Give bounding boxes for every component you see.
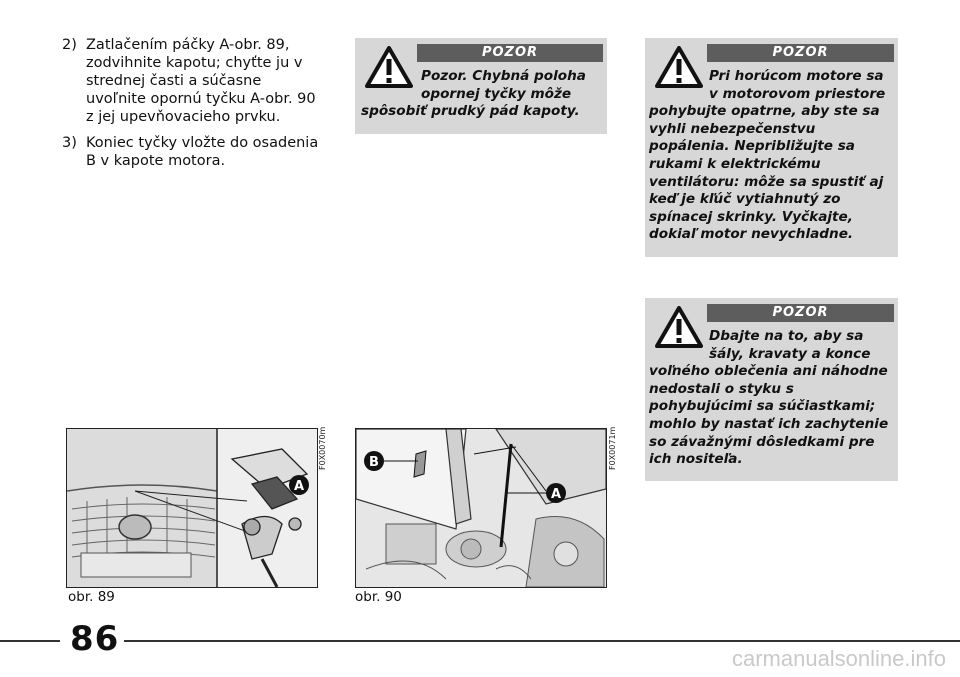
warning-box-2	[645, 38, 898, 257]
figure-code: F0X0070m	[318, 426, 327, 470]
warning-box-3	[645, 298, 898, 481]
step-number: 3)	[62, 135, 77, 151]
step-text: Zatlačením páčky A-obr. 89, zodvihnite kapotu; chyťte ju v strednej časti a súčasne uvoľnite opornú tyčku A-obr. 90 z jej upevňovacieho prvku.	[86, 37, 316, 125]
warning-label: POZOR	[707, 304, 894, 322]
warning-lead: Pri horúcom motore sa v motorovom priestore	[709, 68, 886, 102]
figure-code: F0X0071m	[608, 426, 617, 470]
figure-90	[355, 428, 607, 588]
warning-rest: spôsobiť prudký pád kapoty.	[361, 103, 580, 120]
figure-caption: obr. 89	[68, 589, 115, 605]
callout-a: A	[293, 479, 305, 494]
figure-caption: obr. 90	[355, 589, 402, 605]
callout-b: B	[369, 455, 379, 470]
figure-89	[66, 428, 318, 588]
warning-lead: Pozor. Chybná poloha opornej tyčky môže	[421, 68, 586, 102]
warning-lead: Dbajte na to, aby sa šály, kravaty a konce	[709, 328, 871, 362]
warning-label: POZOR	[417, 44, 603, 62]
step-number: 2)	[62, 37, 77, 53]
step-2	[62, 36, 322, 126]
step-text: Koniec tyčky vložte do osadenia B v kapote motora.	[86, 135, 319, 169]
warning-rest: pohybujte opatrne, aby ste sa vyhli nebezpečenstvu popálenia. Nepribližujte sa rukami k elektrickému ventilátoru: môže sa spustiť aj keď je kľúč vytiahnutý zo spínacej skrinky. Vyčkajte, dokiaľ motor nevychladne.	[649, 103, 884, 243]
page-number: 86	[70, 619, 120, 659]
hood-lever-illustration	[67, 429, 317, 587]
callout-a: A	[550, 487, 562, 502]
step-3	[62, 134, 322, 170]
warning-box-1	[355, 38, 607, 134]
warning-rest: voľného oblečenia ani náhodne nedostali o styku s pohybujúcimi sa súčiastkami; mohlo by nastať ich zachytenie so závažnými dôsledkami pre ich nositeľa.	[649, 363, 889, 468]
hood-support-rod-illustration	[356, 429, 606, 587]
footer-rule-left	[0, 640, 60, 642]
warning-text	[649, 68, 895, 244]
footer-rule-right	[124, 640, 960, 642]
instruction-steps	[62, 36, 322, 178]
warning-text	[649, 328, 895, 469]
warning-text	[361, 68, 605, 121]
warning-label: POZOR	[707, 44, 894, 62]
watermark: carmanualsonline.info	[731, 646, 946, 671]
